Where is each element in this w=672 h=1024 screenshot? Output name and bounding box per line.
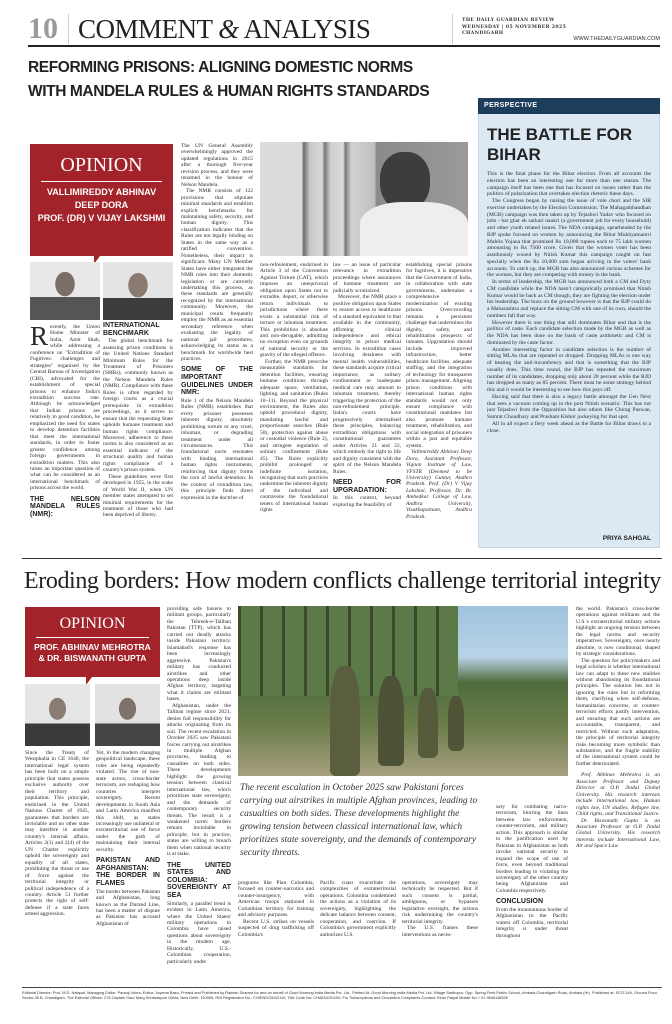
subheading: THE NELSON MANDELA RULES (NMR): xyxy=(30,495,100,518)
soldier xyxy=(378,676,404,766)
author-name: DEEP DORA xyxy=(74,200,129,210)
article-column: law — an issue of particular relevance in extradition proceedings where assurances of humane treatment are judicially scrutinized. Moreover, the NMR place a positive obligation upon States to ensure access to healthcare of a standard equivalent to that available in the community, affirming clinical independence and ethical integrity in prison medical services. In extradition cases involving detainees with mental health vulnerabilities, these standards acquire critical importance, as solitary confinement or inadequate medical care may amount to inhuman treatment, thereby triggering the protection of the non-refoulement principle. India's courts have progressively internalised these principles, balancing extradition obligations with constitutional guarantees under Articles 21 and 22, which embody the right to life and dignity consistent with the spirit of the Nelson Mandela Rules. NEED FOR UPGRADATION: In this context, beyond exploring the feasibility of xyxy=(333,262,401,508)
article-column: Pacific coast exacerbate the complexities of extraterritorial operations. Colombia condemned the actions as a violation of its sovereignty, highlighting the delicate balance between consent, cooperation, and coercion. If Colombia's government explicitly authorizes U.S. xyxy=(320,880,396,938)
article-column: Recently, the Union Home Minister of India, Amit Shah, while addressing a conference on "Extradition of Fugitives: challenges and strategies" organised by the Central Bureau of Investigation (CBI), advocated for the establishment of special prisons to enhance India's extradition success rate. Although he acknowledged that Indian prisons are relatively in good condition, he emphasized the need for states to develop detention facilities that meet the international standards, in order to foster greater confidence among foreign governments in extradition matters. This also raises an important question of what can be considered as an international benchmark of prisons across the world. THE NELSON MANDELA RULES (NMR): xyxy=(30,324,100,518)
edition-info: THE DAILY GUARDIAN REVIEW WEDNESDAY | 05 NOVEMBER 2025 CHANDIGARH xyxy=(462,18,567,36)
section-rule xyxy=(22,558,662,559)
article-column: Yet, in the modern changing geopolitical landscape, these rules are being repeatedly violated. The rise of non-state actors, cross-border terrorism, are reshaping how countries interpret sovereignty. Recent developments in South Asia and Latin America manifest this shift, as states increasingly use unilateral or extraterritorial use of force under the garb of maintaining their internal security. PAKISTAN AND AFGHANISTAN: THE BORDER IN FLAMES The border between Pakistan and Afghanistan, long known as the Durand Line, has been a matter of dispute as Pakistan has accused Afghanistan of xyxy=(96,750,160,927)
divider xyxy=(36,637,149,638)
author-name: PROF. ABHINAV MEHROTRA xyxy=(34,642,151,652)
subheading: PAKISTAN AND AFGHANISTAN: THE BORDER IN FLAMES xyxy=(96,857,160,888)
article-column: providing safe havens to militant groups, particularly the Tehreek-e-Taliban Pakistan (TTP), which has carried out deadly attacks inside Pakistani territory. Islamabad's response has been increasingly aggressive. Pakistan's military has conducted airstrikes and other operations deep inside Afghan territory, targeting what it claims are militant bases. Afghanistan, under the Taliban regime since 2021, denies full responsibility for attacks originating from its soil. The recent escalation in October 2025 saw Pakistani forces carrying out airstrikes in multiple Afghan provinces, leading to casualties on both sides. These developments highlight the growing tension between classical international law, which prioritizes state sovereignty, and the demands of contemporary security threats. The result is a weakened norm: borders remain inviolable in principle, but in practice, states are willing to breach them when national security is at stake. THE UNITED STATES AND COLOMBIA: SOVEREIGNTY AT SEA Similarly, a parallel trend is evident in Latin America, where the United States' military operations in Colombia have raised questions about sovereignty in the modern age. Historically, U.S.-Colombian cooperation, particularly under xyxy=(167,606,231,965)
subheading: INTERNATIONAL BENCHMARK xyxy=(103,322,160,337)
opinion-label: OPINION xyxy=(60,154,143,176)
subheading: CONCLUSION xyxy=(496,898,544,906)
perspective-body: This is the final phase for the Bihar election. From all accounts the election has been an interesting one for more than one reason. The campaign itself has been one that has focused on issues rather than the politics of polarization that overtakes election rhetoric these days. The Congress began by raising the issue of vote chori and the SIR exercise undertaken by the Election Commission. The Mahagathbandhan (MGB) campaign was then taken up by Tejashwi Yadav who focused on jobs - har ghar ek sarkari naukri (a government job for every household) and other youth related issues. The NDA campaign, spearheaded by the BJP spoke focused on women by announcing the Bihar Mukhyamantri Mahila Yojana that promised Rs 10,000 rupees each to 75 lakh women amounting to Rs 7500 crore. Given that the women voter has been assiduously wooed by Nitish Kumar this campaign caught on fast specially when the Rs 10,000 sum began arriving in the voters' bank accounts. To catch up, the MGB has also announced various schemes for the women, but they are competing with money in the bank. In terms of leadership, the MGB has announced both a CM and Dyty CM candidate while the NDA hasn't categorically promised that Nitish Kumar would be back as CM though, they are fighting the election under his leadership. The buzz on the ground however is that the BJP could do a Maharashtra and replace the sitting CM with one of its own, should the numbers fall that way. However there is one thing that still dominates Bihar and that is the politics of caste. Each candidate selection made by the MGB as well as the NDA has been done on the basis of caste arithmetic and CM is dominated by the caste factor. Another interesting factor in candidate selection is the number of sitting MLAs that are repeated or dropped. Dropping MLAs is one way of beating the anti-incumbency and that is something that the BJP usually does. This time round, the BJP has repeated the maximum number of its candidates, dropping only about 28 percent while the RJD has dropped as many as 85 percent. There must be some strategy behind this and it would be interesting to see how this pays off. Having said that there is also a legacy battle amongst the Gen Next that sees a vacuum coming up in the post Nitish scenario. This has not just Tejashwi from the Opposition but also others like Chirag Paswan, Samrat Choudhary and Prashant Kishor jockeying for that spot. All in all expect a fiery week ahead as the Battle for Bihar draws to a close. xyxy=(487,171,651,434)
divider xyxy=(68,14,69,44)
article-column: sary for combating narco-terrorism, blurring the lines between law enforcement, counter-terrorism, and military action. This approach is similar to the justification used by Pakistan in Afghanistan as both invoke national security to expand the scope of use of force, even beyond traditional borders leading to violating the sovereignty of the other country being Afghanistan and Colombia respectively. CONCLUSION From the mountainous border of Afghanistan to the Pacific waters off Colombia, territorial integrity is under threat throughout xyxy=(496,804,568,939)
author-photo xyxy=(25,684,90,746)
footer-rule xyxy=(22,987,662,988)
page-number: 10 xyxy=(28,12,58,45)
perspective-tab: PERSPECTIVE xyxy=(478,98,660,114)
soldier xyxy=(448,696,464,751)
soldiers-photo xyxy=(238,606,568,776)
article-column: operations, sovereignty may technically be respected. But if such consent is partial, ambiguous, or bypasses legislative oversight, the actions risk undermining the country's territorial integrity. The U.S. frames these interventions as neces- xyxy=(402,880,478,938)
author-name: VALLIMIREDDY ABHINAV xyxy=(46,187,157,197)
author-name: & DR. BISWANATH GUPTA xyxy=(38,653,147,663)
author-name: PROF. (DR) V VIJAY LAKSHMI xyxy=(37,213,166,223)
opinion-box xyxy=(25,607,160,677)
article-column: INTERNATIONAL BENCHMARK The global benchmark for assessing prison conditions is the United Nations Standard Minimum Rules for the Treatment of Prisoners (SMRs), commonly known as the Nelson Mandela Rules (NMR). Compliance with these Rules is often regarded by foreign courts as a crucial prerequisite in extradition proceedings, as it serves to ensure that the requesting State upholds humane treatment and human rights compliance. Moreover, adherence to these norms is also considered as an essential indicator of the structural quality and human rights compliance of a country's prison system. These guidelines were first developed in 1955, in the wake of World War II, when UN member states attempted to set minimal requirements for the treatment of those who had been deprived of liberty. xyxy=(103,322,173,519)
mandela-photo xyxy=(260,142,468,256)
author-bio: Vallimireddy Abhinav Deep Dora, Assistant Professor, Vignan Institute of Law, VFSTR (Deemed to be University) Guntur, Andhra Pradesh. Prof. (Dr) V Vijay Lakshmi, Professor, Dr. Br. Ambedkar College of Law, Andhra University, Visakhapatnam, Andhra Pradesh. xyxy=(406,449,472,520)
byline: PRIYA SAHGAL xyxy=(602,535,651,542)
author-photo xyxy=(95,684,160,746)
subheading: THE UNITED STATES AND COLOMBIA: SOVEREIGNTY AT SEA xyxy=(167,861,231,900)
article-column: Since the Treaty of Westphalia in CE 1648, the international legal system has been built on a simple principle that states possess exclusive authority over their territory and population. This principle, enshrined in the United Nations Charter of 1945, guarantees that borders are inviolable and no other state may interfere in another country's internal affairs. Articles 2(1) and 2(4) of the UN Charter explicitly uphold the sovereignty and equality of all states, prohibiting the threat or use of force against the territorial integrity or political independence of a country. Article 51 further protects the right of self-defense if a state faces armed aggression. xyxy=(25,750,89,918)
masthead xyxy=(28,14,660,44)
website-link[interactable]: WWW.THEDAILYGUARDIAN.COM xyxy=(573,36,660,42)
article-column: The UN General Assembly overwhelmingly approved the updated regulations in 2015 after a thorough five-year revision process, and they were renamed in the honour of Nelson Mandela. The NMR consists of 122 provisions that stipulate minimal standards and establish explicit benchmarks for maintaining safety, security, and human dignity. This classification indicates that the Rules are not legally binding on States in the same way as a ratified convention. Nonetheless, their impact is significant. Many UN Member States have either integrated the NMR rules into their domestic legislation or are currently undertaking this process, as these standards are generally recognized by the international community. Moreover, the municipal courts frequently employ the NMR as an essential secondary reference when evaluating the legality of national jail procedures, acknowledging its status as a benchmark for worldwide best practices. SOME OF THE IMPORTANT GUIDELINES UNDER NMR: Rule 1 of the Nelson Mandela Rules (NMR) establishes that every prisoner possesses inherent dignity, absolutely prohibiting torture or any cruel, inhuman, or degrading treatment under all circumstances. This foundational norm resonates with binding international human rights instruments, reinforcing that dignity forms the core of lawful detention. In the context of extradition law, this principle finds direct expression in the doctrine of xyxy=(181,143,253,501)
soldier xyxy=(330,666,360,776)
author-photo xyxy=(30,262,100,320)
divider xyxy=(41,181,161,182)
photo-caption: The recent escalation in October 2025 saw Pakistani forces carrying out airstrikes in multiple Afghan provinces, leading to casualties on both sides. These developments highlight the growing tension between classical international law, which prioritizes state sovereignty, and the demands of contemporary security threats. xyxy=(240,783,478,858)
article-headline: Eroding borders: How modern conflicts challenge territorial integrity xyxy=(24,568,661,594)
subheading: NEED FOR UPGRADATION: xyxy=(333,478,401,494)
article-column: non-refoulement, enshrined in Article 3 of the Convention Against Torture (CAT), which imposes an unequivocal obligation upon States not to extradite, deport, or otherwise return individuals to jurisdictions where there exists a substantial risk of torture or inhuman treatment. This prohibition is absolute and non-derogable, admitting no exception even on grounds of national security or the gravity of the alleged offence. Further, the NMR prescribe measurable standards for detention facilities, ensuring humane conditions through adequate space, ventilation, lighting, and sanitation (Rules 10–11). Beyond the physical environment, the Rules also uphold procedural dignity, mandating lawful and proportionate searches (Rule 50), protection against abuse or custodial violence (Rule 2), and stringent regulation of solitary confinement (Rule 45). The Rules explicitly prohibit prolonged or indefinite isolation, recognizing that such practices undermine the inherent dignity of the individual and contravene the foundational tenets of international human rights xyxy=(260,262,328,514)
divider xyxy=(452,14,453,44)
perspective-box xyxy=(478,98,660,548)
article-headline: REFORMING PRISONS: ALIGNING DOMESTIC NORMS WITH MANDELA RULES & HUMAN RIGHTS STANDARDS xyxy=(28,59,430,100)
portrait xyxy=(360,202,468,256)
author-bio: Dr. Biswanath Gupta is an Associate Professor at O.P. Jindal Global University. His research interests include International Law, Air and Space Law. xyxy=(576,817,660,850)
article-column: the world. Pakistan's cross-border operations against militants and the U.S.'s extraterritorial military actions highlight an ongoing tension between the legal norms and security imperatives. Sovereignty, once nearly absolute, is now conditional, shaped by strategic considerations. The question for policymakers and legal scholars is whether international law can adapt to these new realities without abandoning its foundational principles. The solution lies not in ignoring the rules but in reforming them, clarifying when self-defense, humanitarian concerns, or counter-terrorism efforts justify intervention, and ensuring that such actions are accountable, transparent, and restricted. Without such adaptation, the principle of territorial integrity risks becoming more symbolic than substantive, and the fragile stability of the international system could be further deteriorated. Prof. Abhinav Mehrotra is an Associate Professor and Deputy Director at O.P. Jindal Global University. His research interests include International law, Human rights law, UN studies, Refugee law, Child rights, and Transitional Justice. Dr. Biswanath Gupta is an Associate Professor at O.P. Jindal Global University. His research interests include International Law, Air and Space Law. xyxy=(576,606,660,850)
author-bio: Prof. Abhinav Mehrotra is an Associate Professor and Deputy Director at O.P. Jindal Global University. His research interests include International law, Human rights law, UN studies, Refugee law, Child rights, and Transitional Justice. xyxy=(576,772,660,818)
opinion-box xyxy=(30,144,173,256)
subheading: SOME OF THE IMPORTANT GUIDELINES UNDER NMR: xyxy=(181,366,253,397)
drop-cap: R xyxy=(30,324,49,351)
masthead-rule xyxy=(28,45,660,47)
section-title: COMMENT & ANALYSIS xyxy=(78,14,371,44)
author-photo xyxy=(103,262,173,320)
soldier xyxy=(418,688,438,758)
article-column: programs like Plan Colombia, focused on counter-narcotics and counter-insurgency, with American troops stationed in Colombian territory for training and advisory purposes. Recent U.S. strikes on vessels suspected of drug trafficking off Colombia's xyxy=(238,880,314,938)
perspective-title: THE BATTLE FOR BIHAR xyxy=(487,125,633,164)
imprint-line: Editorial Director: Prof. M.D. Nalapat, Managing Editor: Pankaj Vohra, Editor: Joyeeta Basu, Printed and Published by Rakesh Sharma for and on behalf of Good Morning India Media Pvt. Ltd., Printed At: Good Morning India Media Pvt. Ltd. Village Sadhopur, Opp. Spring Field Public School, Ambala-Chandigarh Road, Ambala (Hr). Published at: SCO-349, Ground Floor, Sector-35 B, Chandigarh, The Editorial Offices: 275 Captain Gaur Marg Sriniwaspuri Okhla, New Delhi- 110065, RNI Registration No.: CHIENG/25/42110, Title Code No: CHAENG01155, For Subscriptions and Circulation Complaints Contact: Kiran Patyal Mobile No.+ 91 9646118526 xyxy=(22,990,658,1001)
article-column: establishing special prisons for fugitives, it is imperative that the Government of India, in collaboration with state governments, undertakes a comprehensive modernization of existing prisons. Overcrowding remains a persistent challenge that undermines the dignity, safety, and rehabilitation prospects of inmates. Upgradation should include improved infrastructure, better healthcare facilities, adequate staffing, and the integration of technology for transparent prison management. Aligning prison conditions with international human rights standards would not only ensure compliance with constitutional mandates but also promote humane treatment, rehabilitation, and social integration of prisoners within a just and equitable system. Vallimireddy Abhinav Deep Dora, Assistant Professor, Vignan Institute of Law, VFSTR (Deemed to be University) Guntur, Andhra Pradesh. Prof. (Dr) V Vijay Lakshmi, Professor, Dr. Br. Ambedkar College of Law, Andhra University, Visakhapatnam, Andhra Pradesh. xyxy=(406,262,472,520)
opinion-label: OPINION xyxy=(59,615,126,632)
